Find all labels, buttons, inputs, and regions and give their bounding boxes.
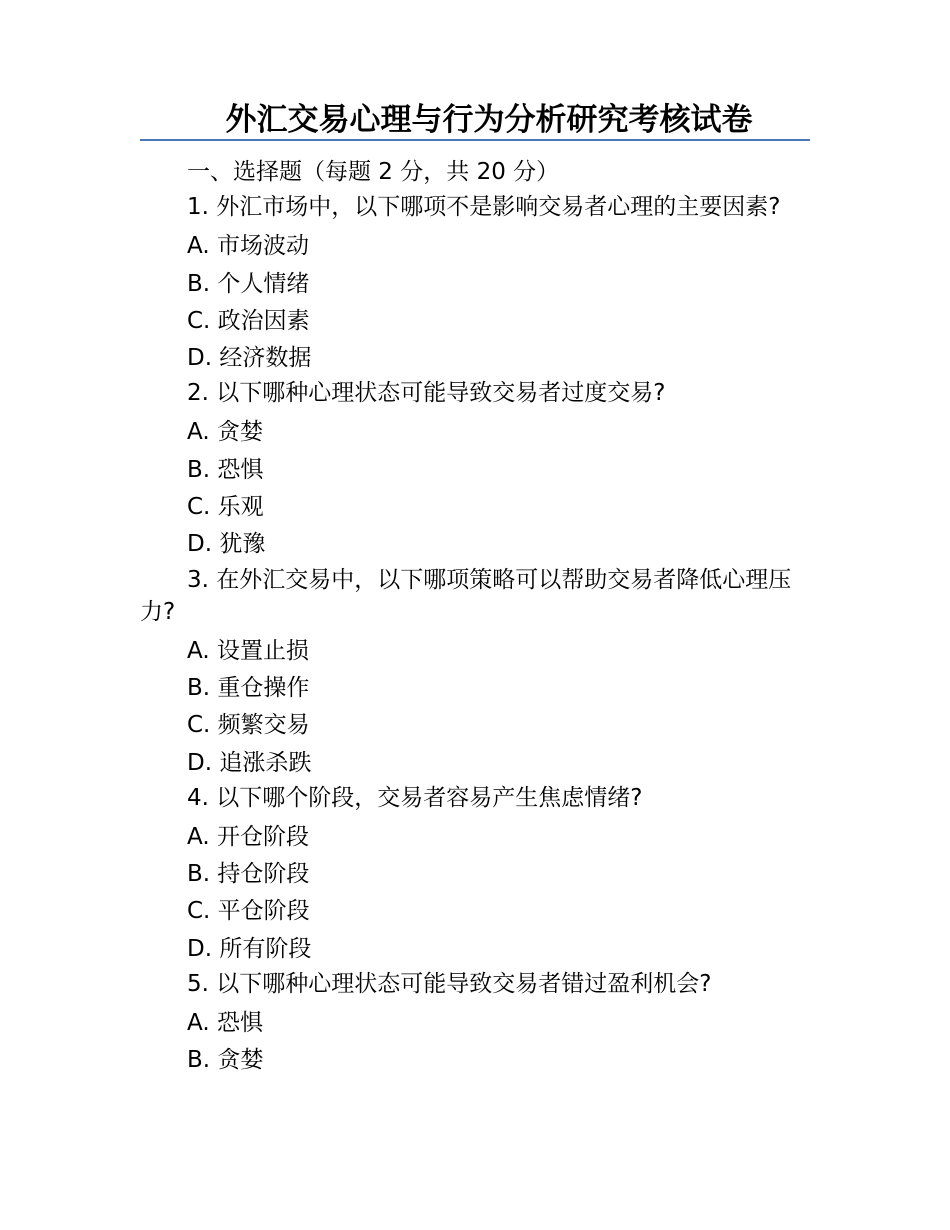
option: A. 设置止损 [187,637,309,664]
option: C. 乐观 [187,494,264,521]
option: C. 政治因素 [187,307,310,334]
section-heading: 一、选择题（每题 2 分，共 20 分） [187,159,560,185]
option: B. 个人情绪 [187,270,310,297]
option: B. 恐惧 [187,456,264,483]
exam-content [140,154,810,1080]
question-1 [140,191,810,377]
question-stem: 1. 外汇市场中，以下哪项不是影响交易者心理的主要因素? [187,194,781,221]
option: B. 重仓操作 [187,674,310,701]
question-5 [140,968,810,1080]
option: D. 经济数据 [187,345,312,372]
option: D. 犹豫 [187,531,266,558]
question-stem: 5. 以下哪种心理状态可能导致交易者错过盈利机会? [187,971,712,998]
question-stem: 3. 在外汇交易中，以下哪项策略可以帮助交易者降低心理压力? [140,566,792,625]
option: A. 贪婪 [187,419,263,446]
option: D. 追涨杀跌 [187,749,312,776]
question-3 [140,564,810,782]
question-2 [140,377,810,563]
option: C. 平仓阶段 [187,898,310,925]
question-stem: 4. 以下哪个阶段，交易者容易产生焦虑情绪? [187,784,643,811]
option: A. 市场波动 [187,233,309,260]
option: C. 频繁交易 [187,712,310,739]
option: B. 贪婪 [187,1047,264,1074]
question-stem: 2. 以下哪种心理状态可能导致交易者过度交易? [187,380,666,407]
option: A. 开仓阶段 [187,823,309,850]
option: D. 所有阶段 [187,935,312,962]
option: B. 持仓阶段 [187,861,310,888]
exam-title: 外汇交易心理与行为分析研究考核试卷 [225,102,753,138]
question-4 [140,782,810,968]
option: A. 恐惧 [187,1010,263,1037]
title-underline [140,139,810,141]
